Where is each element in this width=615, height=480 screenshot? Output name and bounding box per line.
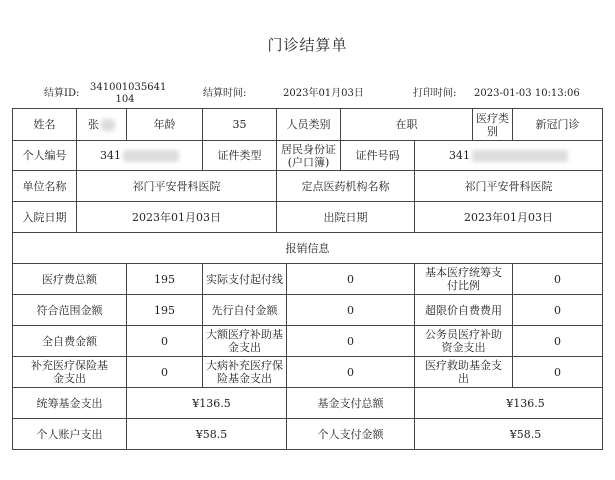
row-fee-2 <box>13 295 603 326</box>
self-pay-first-label: 先行自付金额 <box>203 295 287 326</box>
row-dates <box>13 202 603 233</box>
start-line-value: 0 <box>287 264 415 295</box>
settle-id-line-1: 341001035641 <box>90 82 167 93</box>
fund-total-value: ¥136.5 <box>415 388 603 419</box>
account-label: 个人账户支出 <box>13 419 127 450</box>
row-identity <box>13 141 603 171</box>
supp-ins-line-2: 金支出 <box>53 372 86 385</box>
personal-no-redaction <box>123 150 179 162</box>
row-fee-1 <box>13 264 603 295</box>
cert-type-label: 证件类型 <box>203 141 277 171</box>
rescue-label <box>415 357 513 388</box>
medical-type-label: 医疗类别 <box>473 109 513 141</box>
civil-aid-line-1: 公务员医疗补助 <box>425 328 502 341</box>
in-scope-label: 符合范围金额 <box>13 295 127 326</box>
person-type-label: 人员类别 <box>277 109 341 141</box>
rescue-line-2: 出 <box>458 372 469 385</box>
cert-no-text: 341 <box>449 149 470 162</box>
full-self-value: 0 <box>127 326 203 357</box>
institution-value: 祁门平安骨科医院 <box>415 171 603 202</box>
civil-aid-label <box>415 326 513 357</box>
settle-time-value: 2023年01月03日 <box>283 88 364 99</box>
page-title: 门诊结算单 <box>267 36 348 54</box>
cert-no-label: 证件号码 <box>341 141 415 171</box>
row-total-2 <box>13 419 603 450</box>
cert-no-redaction <box>472 150 568 162</box>
age-value: 35 <box>203 109 277 141</box>
serious-ins-label <box>203 357 287 388</box>
cert-no-value <box>415 141 603 171</box>
discharge-value: 2023年01月03日 <box>415 202 603 233</box>
total-fee-label: 医疗费总额 <box>13 264 127 295</box>
pool-value: ¥136.5 <box>127 388 287 419</box>
supp-ins-label <box>13 357 127 388</box>
cert-type-line-1: 居民身份证 <box>281 142 336 156</box>
serious-ins-line-1: 大病补充医疗保 <box>206 359 283 372</box>
rescue-value: 0 <box>513 357 603 388</box>
over-limit-value: 0 <box>513 295 603 326</box>
reimbursement-section-title: 报销信息 <box>13 233 603 264</box>
row-basic-info <box>13 109 603 141</box>
row-institution <box>13 171 603 202</box>
personal-total-value: ¥58.5 <box>415 419 603 450</box>
admit-label: 入院日期 <box>13 202 77 233</box>
pool-label: 统筹基金支出 <box>13 388 127 419</box>
civil-aid-line-2: 资金支出 <box>441 341 486 354</box>
settle-id-label: 结算ID: <box>44 88 80 99</box>
account-value: ¥58.5 <box>127 419 287 450</box>
name-label: 姓名 <box>13 109 77 141</box>
age-label: 年龄 <box>127 109 203 141</box>
basic-ratio-label <box>415 264 513 295</box>
in-scope-value: 195 <box>127 295 203 326</box>
cert-type-value <box>277 141 341 171</box>
start-line-label: 实际支付起付线 <box>203 264 287 295</box>
serious-ins-line-2: 险基金支出 <box>217 372 272 385</box>
total-fee-value: 195 <box>127 264 203 295</box>
personal-no-value <box>77 141 203 171</box>
unit-label: 单位名称 <box>13 171 77 202</box>
basic-ratio-line-1: 基本医疗统筹支 <box>425 266 502 279</box>
fund-total-label: 基金支付总额 <box>287 388 415 419</box>
basic-ratio-line-2: 付比例 <box>447 279 480 292</box>
row-total-1 <box>13 388 603 419</box>
large-aid-line-2: 金支出 <box>228 341 261 354</box>
print-time-value: 2023-01-03 10:13:06 <box>474 88 580 99</box>
person-type-value: 在职 <box>341 109 473 141</box>
large-aid-value: 0 <box>287 326 415 357</box>
basic-ratio-value: 0 <box>513 264 603 295</box>
personal-no-label: 个人编号 <box>13 141 77 171</box>
personal-total-label: 个人支付金额 <box>287 419 415 450</box>
print-time-label: 打印时间: <box>413 88 457 99</box>
discharge-label: 出院日期 <box>277 202 415 233</box>
settle-id-value <box>90 82 167 106</box>
medical-type-value: 新冠门诊 <box>513 109 603 141</box>
full-self-label: 全自费金额 <box>13 326 127 357</box>
row-fee-4 <box>13 357 603 388</box>
row-fee-3 <box>13 326 603 357</box>
personal-no-text: 341 <box>100 149 121 162</box>
supp-ins-line-1: 补充医疗保险基 <box>31 359 108 372</box>
settle-id-line-2: 104 <box>115 94 135 105</box>
large-aid-line-1: 大额医疗补助基 <box>206 328 283 341</box>
over-limit-label: 超限价自费费用 <box>415 295 513 326</box>
settle-time-label: 结算时间: <box>203 88 247 99</box>
institution-label: 定点医药机构名称 <box>277 171 415 202</box>
unit-value: 祁门平安骨科医院 <box>77 171 277 202</box>
rescue-line-1: 医疗救助基金支 <box>425 359 502 372</box>
civil-aid-value: 0 <box>513 326 603 357</box>
name-text: 张 <box>88 118 99 131</box>
settlement-table <box>12 108 603 450</box>
name-value <box>77 109 127 141</box>
serious-ins-value: 0 <box>287 357 415 388</box>
admit-value: 2023年01月03日 <box>77 202 277 233</box>
cert-type-line-2: (户口簿) <box>287 155 330 169</box>
self-pay-first-value: 0 <box>287 295 415 326</box>
name-redaction <box>101 119 115 131</box>
row-section-title <box>13 233 603 264</box>
supp-ins-value: 0 <box>127 357 203 388</box>
large-aid-label <box>203 326 287 357</box>
